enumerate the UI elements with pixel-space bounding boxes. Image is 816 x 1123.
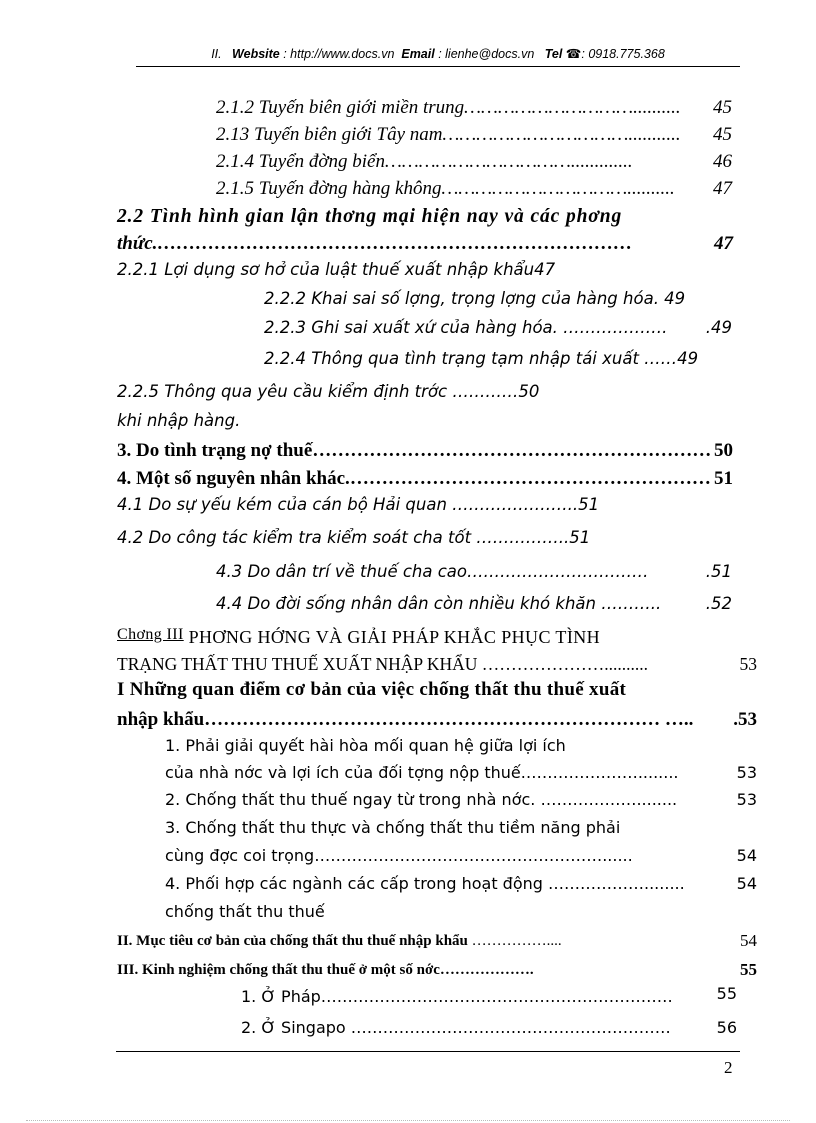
header-prefix: II.	[211, 47, 222, 61]
toc-section-heading[interactable]: 2.2 Tình hình gian lận thơng mại hiện nay và các phơng	[117, 206, 623, 227]
toc-page: 54	[736, 846, 757, 865]
website-value[interactable]: : http://www.docs.vn	[283, 47, 395, 61]
toc-entry[interactable]: 2.1.5 Tuyến đờng hàng không…………………………….......... 47	[216, 178, 732, 199]
page-header	[136, 46, 740, 61]
toc-section-heading[interactable]: nhập khẩu……………………………………………………………… ….. .53	[117, 709, 757, 730]
toc-entry[interactable]: 1. Phải giải quyết hài hòa mối quan hệ giữa lợi ích	[165, 736, 566, 755]
toc-entry-continuation[interactable]: cùng đợc coi trọng………………………………………………...... 54	[165, 844, 757, 868]
toc-entry[interactable]: 2.2.1 Lợi dụng sơ hở của luật thuế xuất nhập khẩu47	[117, 260, 556, 279]
toc-entry[interactable]: 3. Chống thất thu thực và chống thất thu tiềm năng phải	[165, 818, 621, 837]
chapter-heading[interactable]: TRẠNG THẤT THU THUẾ XUẤT NHẬP KHẨU ………………….......... 53	[117, 654, 757, 674]
email-value[interactable]: : lienhe@docs.vn	[438, 47, 535, 61]
toc-entry-continuation[interactable]: của nhà nớc và lợi ích của đối tợng nộp thuế.…………………........ 53	[165, 761, 757, 785]
toc-page: 53	[736, 763, 757, 782]
page-bottom-dotted-border	[26, 1120, 790, 1121]
footer-divider	[116, 1051, 740, 1052]
toc-entry[interactable]: 2.2.2 Khai sai số lợng, trọng lợng của hàng hóa. 49	[264, 289, 686, 308]
toc-page: 47	[713, 178, 732, 199]
toc-page: .49	[705, 318, 732, 337]
toc-entry[interactable]: 4.1 Do sự yếu kém của cán bộ Hải quan …………………..51	[117, 495, 600, 514]
toc-page: 56	[716, 1018, 737, 1037]
toc-entry[interactable]: 4.2 Do công tác kiểm tra kiểm soát cha tốt ……………..51	[117, 528, 591, 547]
toc-entry[interactable]: 2.2.4 Thông qua tình trạng tạm nhập tái xuất ……49	[264, 349, 699, 368]
toc-page: 55	[740, 960, 757, 979]
toc-entry[interactable]: 2.13 Tuyến biên giới Tây nam……………………………........... 45	[216, 124, 732, 145]
toc-entry[interactable]: 1. Ở Pháp………………………………………………………… 55	[241, 984, 737, 1006]
toc-page: 54	[736, 874, 757, 893]
toc-page: 47	[714, 233, 733, 254]
email-label: Email	[401, 47, 435, 61]
toc-page: .53	[733, 709, 757, 730]
toc-section-heading[interactable]: III. Kinh nghiệm chống thất thu thuế ở một số nớc………………. 55	[117, 958, 757, 982]
toc-entry[interactable]: 4.4 Do đời sống nhân dân còn nhiều khó khăn ……….. .52	[216, 592, 732, 616]
toc-section-heading[interactable]: II. Mục tiêu cơ bản của chống thất thu thuế nhập khẩu …………….... 54	[117, 929, 757, 953]
toc-page: 53	[739, 654, 757, 674]
toc-page: 55	[716, 984, 737, 1003]
toc-entry[interactable]: 4. Phối hợp các ngành các cấp trong hoạt động ………………........ 54	[165, 872, 757, 896]
toc-page: 45	[713, 124, 732, 145]
toc-page: 51	[714, 468, 733, 489]
toc-entry[interactable]: 2. Ở Singapo …………………………………………………… 56	[241, 1016, 737, 1040]
toc-page: 53	[736, 790, 757, 809]
toc-page: 50	[714, 440, 733, 461]
toc-section-heading[interactable]: 4. Một số nguyên nhân khác.………………………………………………… 51	[117, 468, 733, 489]
phone-icon: ☎	[565, 47, 582, 61]
toc-entry[interactable]: 2.1.4 Tuyển đờng biển……………………………............. 46	[216, 151, 732, 172]
toc-section-heading[interactable]: 3. Do tình trạng nợ thuế……………………………………………………… 50	[117, 440, 733, 461]
toc-entry[interactable]: 2.2.5 Thông qua yêu cầu kiểm định trớc …………50	[117, 382, 540, 401]
tel-label: Tel	[544, 47, 563, 61]
toc-section-heading[interactable]: thức.………………………………………………………………… 47	[117, 233, 733, 254]
chapter-heading[interactable]: Chơng III PHƠNG HỚNG VÀ GIẢI PHÁP KHẮC PHỤC TÌNH	[117, 626, 601, 647]
chapter-label: Chơng III	[117, 626, 184, 643]
toc-entry[interactable]: 2.2.3 Ghi sai xuất xứ của hàng hóa. ………………. .49	[264, 316, 732, 340]
toc-section-heading[interactable]: I Những quan điểm cơ bản của việc chống thất thu thuế xuất	[117, 679, 627, 700]
toc-entry[interactable]: 2.1.2 Tuyến biên giới miền trung………………………….......... 45	[216, 97, 732, 118]
website-label: Website	[232, 47, 280, 61]
toc-page: 54	[740, 931, 757, 950]
toc-entry[interactable]: 2. Chống thất thu thuế ngay từ trong nhà nớc. ………………........ 53	[165, 788, 757, 812]
toc-entry-continuation: khi nhập hàng.	[117, 411, 241, 430]
toc-page: .52	[705, 594, 732, 613]
page-number: 2	[724, 1058, 733, 1077]
toc-entry[interactable]: 4.3 Do dân trí về thuế cha cao…………………………… .51	[216, 560, 732, 584]
header-divider	[136, 66, 740, 67]
toc-page: .51	[705, 562, 732, 581]
toc-entry-continuation: chống thất thu thuế	[165, 902, 325, 921]
toc-page: 45	[713, 97, 732, 118]
toc-page: 46	[713, 151, 732, 172]
tel-value: : 0918.775.368	[581, 47, 665, 61]
